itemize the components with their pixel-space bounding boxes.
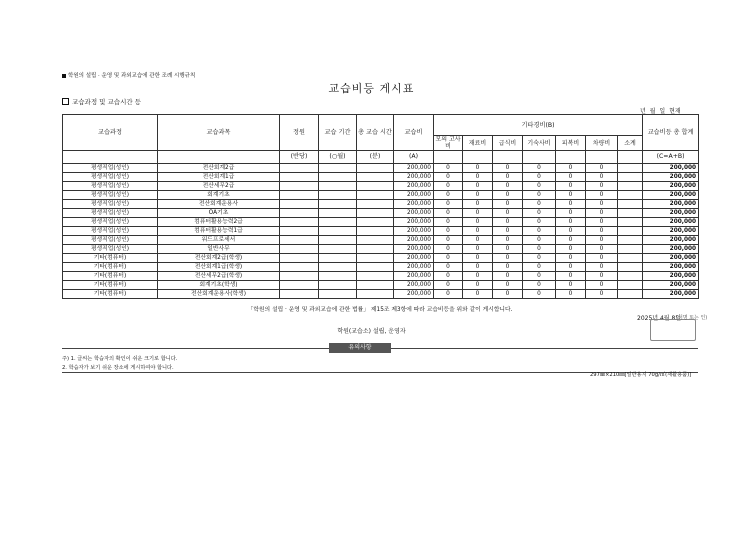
- cell-tuition: 200,000: [394, 272, 434, 281]
- cell-meal: 0: [493, 263, 523, 272]
- unit-course: [63, 151, 158, 164]
- cell-subject: 컴퓨터활용능력2급: [158, 218, 280, 227]
- cell-mock: 0: [434, 263, 463, 272]
- cell-course: 평생직업(성인): [63, 191, 158, 200]
- cell-tuition: 200,000: [394, 164, 434, 173]
- cell-period: [319, 227, 357, 236]
- note-2: 2. 학습자가 보기 쉬운 장소에 게시하여야 합니다.: [62, 365, 174, 371]
- cell-course: 평생직업(성인): [63, 182, 158, 191]
- cell-vehicle: 0: [586, 200, 618, 209]
- cell-dorm: 0: [523, 290, 556, 299]
- cell-period: [319, 254, 357, 263]
- cell-uniform: 0: [556, 254, 586, 263]
- cell-meal: 0: [493, 164, 523, 173]
- cell-course: 평생직업(성인): [63, 236, 158, 245]
- cell-total: 200,000: [643, 254, 699, 263]
- unit-total: (C=A+B): [643, 151, 699, 164]
- table-row: [63, 218, 699, 227]
- cell-dorm: 0: [523, 182, 556, 191]
- checkbox-icon: [62, 98, 69, 105]
- cell-material: 0: [463, 191, 493, 200]
- cell-subtotal: [618, 227, 643, 236]
- header-total-time: 총 교습 시간: [357, 115, 394, 151]
- table-row: [63, 236, 699, 245]
- cell-course: 기타(컴퓨터): [63, 272, 158, 281]
- cell-subject: 전산회계1급(학생): [158, 263, 280, 272]
- cell-period: [319, 173, 357, 182]
- cell-total: 200,000: [643, 173, 699, 182]
- table-row: [63, 254, 699, 263]
- cell-mock: 0: [434, 173, 463, 182]
- cell-capacity: [280, 200, 319, 209]
- cell-uniform: 0: [556, 236, 586, 245]
- cell-meal: 0: [493, 245, 523, 254]
- cell-meal: 0: [493, 182, 523, 191]
- cell-capacity: [280, 281, 319, 290]
- cell-dorm: 0: [523, 218, 556, 227]
- cell-total: 200,000: [643, 290, 699, 299]
- cell-subject: 회계기초: [158, 191, 280, 200]
- cell-subtotal: [618, 245, 643, 254]
- header-vehicle: 차량비: [586, 136, 618, 151]
- header-dorm: 기숙사비: [523, 136, 556, 151]
- cell-mock: 0: [434, 218, 463, 227]
- cell-course: 평생직업(성인): [63, 218, 158, 227]
- cell-material: 0: [463, 209, 493, 218]
- cell-mock: 0: [434, 236, 463, 245]
- cell-dorm: 0: [523, 164, 556, 173]
- cell-dorm: 0: [523, 173, 556, 182]
- cell-capacity: [280, 227, 319, 236]
- cell-time: [357, 182, 394, 191]
- cell-mock: 0: [434, 227, 463, 236]
- cell-dorm: 0: [523, 254, 556, 263]
- cell-subject: 일반사무: [158, 245, 280, 254]
- fee-table: [62, 114, 699, 299]
- cell-vehicle: 0: [586, 227, 618, 236]
- cell-time: [357, 209, 394, 218]
- cell-vehicle: 0: [586, 173, 618, 182]
- cell-mock: 0: [434, 245, 463, 254]
- cell-vehicle: 0: [586, 218, 618, 227]
- cell-period: [319, 164, 357, 173]
- cell-mock: 0: [434, 191, 463, 200]
- cell-uniform: 0: [556, 164, 586, 173]
- cell-period: [319, 263, 357, 272]
- cell-time: [357, 191, 394, 200]
- header-subtotal: 소계: [618, 136, 643, 151]
- cell-material: 0: [463, 173, 493, 182]
- cell-uniform: 0: [556, 281, 586, 290]
- cell-subtotal: [618, 263, 643, 272]
- header-mock-exam: 모의 고사비: [435, 136, 461, 150]
- cell-course: 기타(컴퓨터): [63, 254, 158, 263]
- cell-subject: 전산회계2급: [158, 164, 280, 173]
- cell-dorm: 0: [523, 245, 556, 254]
- unit-time: (분): [357, 151, 394, 164]
- cell-uniform: 0: [556, 263, 586, 272]
- cell-subject: 전산세무2급(학생): [158, 272, 280, 281]
- cell-period: [319, 191, 357, 200]
- cell-total: 200,000: [643, 164, 699, 173]
- cell-capacity: [280, 263, 319, 272]
- cell-meal: 0: [493, 191, 523, 200]
- cell-subtotal: [618, 236, 643, 245]
- cell-course: 평생직업(성인): [63, 245, 158, 254]
- cell-capacity: [280, 245, 319, 254]
- header-grand-total: 교습비등 총 합계: [643, 115, 699, 151]
- cell-subject: 전산세무2급: [158, 182, 280, 191]
- cell-course: 기타(컴퓨터): [63, 290, 158, 299]
- cell-meal: 0: [493, 236, 523, 245]
- cell-tuition: 200,000: [394, 227, 434, 236]
- cell-period: [319, 281, 357, 290]
- cell-course: 평생직업(성인): [63, 200, 158, 209]
- cell-period: [319, 245, 357, 254]
- cell-subject: 전산회계2급(학생): [158, 254, 280, 263]
- cell-course: 평생직업(성인): [63, 173, 158, 182]
- paper-spec: 297㎜×210㎜[일반용지 70g/㎡(재활용품)]: [590, 372, 692, 378]
- page-title: 교습비등 게시표: [328, 82, 415, 95]
- posting-date: 2025년 4월 8일: [637, 315, 682, 322]
- cell-time: [357, 281, 394, 290]
- cell-period: [319, 209, 357, 218]
- cell-dorm: 0: [523, 209, 556, 218]
- stamp-label: (서명 또는 인): [676, 315, 708, 321]
- cell-subtotal: [618, 281, 643, 290]
- unit-period: (○월): [319, 151, 357, 164]
- cell-tuition: 200,000: [394, 281, 434, 290]
- cell-vehicle: 0: [586, 263, 618, 272]
- cell-time: [357, 263, 394, 272]
- cell-subtotal: [618, 272, 643, 281]
- cell-subtotal: [618, 209, 643, 218]
- cell-capacity: [280, 290, 319, 299]
- cell-total: 200,000: [643, 191, 699, 200]
- cell-course: 평생직업(성인): [63, 164, 158, 173]
- cell-time: [357, 173, 394, 182]
- cell-capacity: [280, 209, 319, 218]
- cell-material: 0: [463, 254, 493, 263]
- cell-subject: 워드프로세서: [158, 236, 280, 245]
- cell-mock: 0: [434, 209, 463, 218]
- section-label: 교습과정 및 교습시간 등: [72, 98, 141, 106]
- cell-material: 0: [463, 245, 493, 254]
- cell-time: [357, 227, 394, 236]
- cell-dorm: 0: [523, 272, 556, 281]
- notice-text: 「학원의 설립 · 운영 및 과외교습에 관한 법률」 제15조 제3항에 따라 교습비등을 위와 같이 게시합니다.: [247, 307, 513, 313]
- table-row: [63, 227, 699, 236]
- cell-material: 0: [463, 164, 493, 173]
- cell-mock: 0: [434, 281, 463, 290]
- cell-tuition: 200,000: [394, 200, 434, 209]
- table-row: [63, 209, 699, 218]
- cell-capacity: [280, 173, 319, 182]
- cell-period: [319, 272, 357, 281]
- cell-tuition: 200,000: [394, 191, 434, 200]
- cell-dorm: 0: [523, 191, 556, 200]
- cell-material: 0: [463, 218, 493, 227]
- cell-uniform: 0: [556, 173, 586, 182]
- cell-tuition: 200,000: [394, 290, 434, 299]
- cell-mock: 0: [434, 182, 463, 191]
- cell-total: 200,000: [643, 218, 699, 227]
- cell-total: 200,000: [643, 263, 699, 272]
- cell-period: [319, 290, 357, 299]
- current-date-label: 년 월 일 현재: [640, 108, 681, 115]
- cell-material: 0: [463, 281, 493, 290]
- cell-total: 200,000: [643, 236, 699, 245]
- cell-time: [357, 245, 394, 254]
- cell-dorm: 0: [523, 281, 556, 290]
- cell-subject: 전산회계운용사(학생): [158, 290, 280, 299]
- cell-meal: 0: [493, 173, 523, 182]
- cell-time: [357, 272, 394, 281]
- cell-mock: 0: [434, 290, 463, 299]
- cell-tuition: 200,000: [394, 245, 434, 254]
- table-row: [63, 200, 699, 209]
- cell-uniform: 0: [556, 218, 586, 227]
- section-heading: [62, 97, 141, 106]
- cell-material: 0: [463, 272, 493, 281]
- cell-meal: 0: [493, 209, 523, 218]
- cell-meal: 0: [493, 227, 523, 236]
- cell-tuition: 200,000: [394, 254, 434, 263]
- cell-vehicle: 0: [586, 245, 618, 254]
- cell-capacity: [280, 272, 319, 281]
- caution-title: 유의사항: [329, 343, 391, 353]
- cell-material: 0: [463, 236, 493, 245]
- table-row: [63, 173, 699, 182]
- unit-subject: [158, 151, 280, 164]
- cell-uniform: 0: [556, 290, 586, 299]
- cell-time: [357, 200, 394, 209]
- cell-time: [357, 164, 394, 173]
- header-material: 재료비: [463, 136, 493, 151]
- law-reference: 학원의 설립 · 운영 및 과외교습에 관한 조례 시행규칙: [62, 71, 195, 79]
- cell-mock: 0: [434, 200, 463, 209]
- cell-subject: OA기초: [158, 209, 280, 218]
- cell-time: [357, 236, 394, 245]
- unit-tuition: (A): [394, 151, 434, 164]
- table-row: [63, 272, 699, 281]
- header-subject: 교습과목: [158, 115, 280, 151]
- cell-meal: 0: [493, 290, 523, 299]
- cell-vehicle: 0: [586, 290, 618, 299]
- cell-meal: 0: [493, 281, 523, 290]
- cell-subject: 회계기초(학생): [158, 281, 280, 290]
- cell-tuition: 200,000: [394, 236, 434, 245]
- cell-dorm: 0: [523, 236, 556, 245]
- cell-subtotal: [618, 191, 643, 200]
- cell-material: 0: [463, 263, 493, 272]
- cell-subject: 컴퓨터활용능력1급: [158, 227, 280, 236]
- cell-dorm: 0: [523, 263, 556, 272]
- cell-period: [319, 200, 357, 209]
- cell-vehicle: 0: [586, 191, 618, 200]
- cell-vehicle: 0: [586, 209, 618, 218]
- cell-mock: 0: [434, 272, 463, 281]
- table-row: [63, 290, 699, 299]
- cell-mock: 0: [434, 164, 463, 173]
- cell-total: 200,000: [643, 209, 699, 218]
- table-row: [63, 164, 699, 173]
- cell-uniform: 0: [556, 227, 586, 236]
- cell-period: [319, 182, 357, 191]
- cell-uniform: 0: [556, 209, 586, 218]
- cell-subtotal: [618, 200, 643, 209]
- header-uniform: 피복비: [556, 136, 586, 151]
- header-capacity: 정원: [280, 115, 319, 151]
- cell-total: 200,000: [643, 227, 699, 236]
- unit-capacity: (반당): [280, 151, 319, 164]
- cell-meal: 0: [493, 218, 523, 227]
- note-1: 주) 1. 글씨는 학습자의 확인이 쉬운 크기로 합니다.: [62, 356, 178, 362]
- table-row: [63, 182, 699, 191]
- cell-meal: 0: [493, 200, 523, 209]
- cell-subtotal: [618, 164, 643, 173]
- cell-subtotal: [618, 182, 643, 191]
- cell-subtotal: [618, 173, 643, 182]
- cell-material: 0: [463, 200, 493, 209]
- cell-vehicle: 0: [586, 164, 618, 173]
- header-tuition: 교습비: [394, 115, 434, 151]
- table-row: [63, 281, 699, 290]
- cell-material: 0: [463, 227, 493, 236]
- cell-period: [319, 236, 357, 245]
- header-course: 교습과정: [63, 115, 158, 151]
- cell-capacity: [280, 236, 319, 245]
- cell-tuition: 200,000: [394, 209, 434, 218]
- cell-uniform: 0: [556, 245, 586, 254]
- cell-uniform: 0: [556, 191, 586, 200]
- cell-tuition: 200,000: [394, 263, 434, 272]
- cell-total: 200,000: [643, 245, 699, 254]
- cell-tuition: 200,000: [394, 182, 434, 191]
- cell-total: 200,000: [643, 200, 699, 209]
- cell-course: 평생직업(성인): [63, 209, 158, 218]
- cell-capacity: [280, 164, 319, 173]
- cell-course: 기타(컴퓨터): [63, 263, 158, 272]
- cell-uniform: 0: [556, 182, 586, 191]
- cell-total: 200,000: [643, 182, 699, 191]
- cell-course: 평생직업(성인): [63, 227, 158, 236]
- cell-subject: 전산회계1급: [158, 173, 280, 182]
- cell-capacity: [280, 254, 319, 263]
- cell-tuition: 200,000: [394, 173, 434, 182]
- cell-course: 기타(컴퓨터): [63, 281, 158, 290]
- header-period: 교습 기간: [319, 115, 357, 151]
- cell-total: 200,000: [643, 272, 699, 281]
- cell-subtotal: [618, 218, 643, 227]
- header-other-expenses: 기타경비(B): [434, 115, 643, 136]
- cell-capacity: [280, 218, 319, 227]
- cell-dorm: 0: [523, 200, 556, 209]
- cell-material: 0: [463, 290, 493, 299]
- header-meal: 급식비: [493, 136, 523, 151]
- cell-vehicle: 0: [586, 254, 618, 263]
- cell-tuition: 200,000: [394, 218, 434, 227]
- cell-dorm: 0: [523, 227, 556, 236]
- cell-vehicle: 0: [586, 236, 618, 245]
- cell-vehicle: 0: [586, 182, 618, 191]
- table-row: [63, 263, 699, 272]
- cell-uniform: 0: [556, 272, 586, 281]
- cell-subtotal: [618, 254, 643, 263]
- cell-material: 0: [463, 182, 493, 191]
- owner-line: 학원(교습소) 설립, 운영자: [337, 328, 406, 335]
- cell-uniform: 0: [556, 200, 586, 209]
- cell-time: [357, 218, 394, 227]
- table-row: [63, 245, 699, 254]
- cell-vehicle: 0: [586, 272, 618, 281]
- cell-capacity: [280, 182, 319, 191]
- table-row: [63, 191, 699, 200]
- cell-subject: 전산회계운용사: [158, 200, 280, 209]
- cell-period: [319, 218, 357, 227]
- cell-meal: 0: [493, 254, 523, 263]
- cell-mock: 0: [434, 254, 463, 263]
- cell-subtotal: [618, 290, 643, 299]
- cell-meal: 0: [493, 272, 523, 281]
- cell-time: [357, 290, 394, 299]
- cell-capacity: [280, 191, 319, 200]
- cell-total: 200,000: [643, 281, 699, 290]
- cell-vehicle: 0: [586, 281, 618, 290]
- cell-time: [357, 254, 394, 263]
